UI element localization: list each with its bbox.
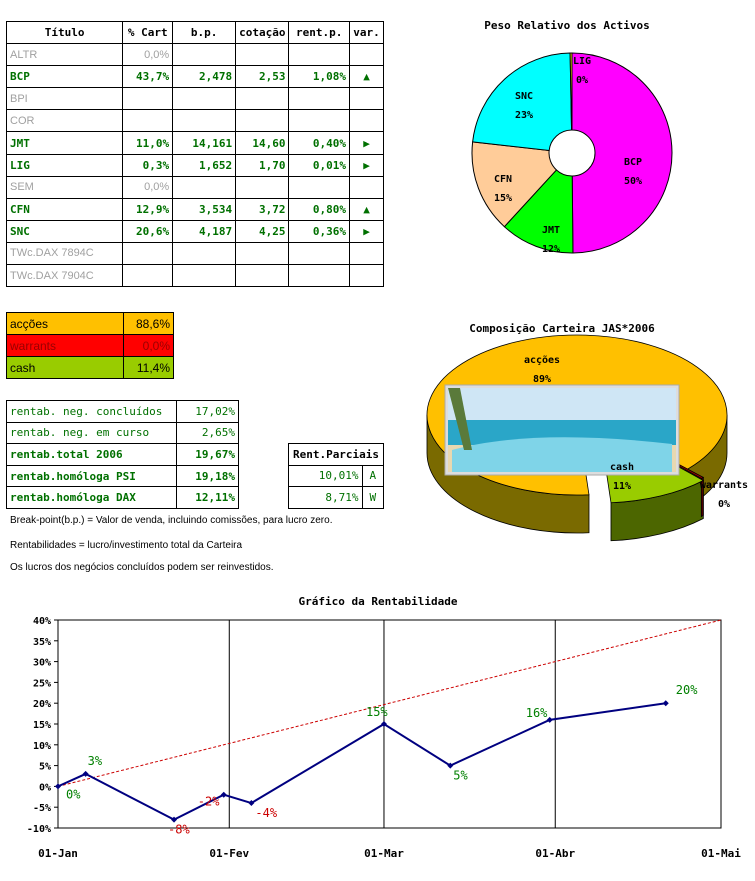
x-tick-label: 01-Abr: [535, 847, 576, 860]
data-label: 5%: [453, 768, 468, 783]
slice-pct: 12%: [541, 244, 561, 255]
allocation-table: [6, 312, 174, 379]
slice-pct: 0%: [717, 499, 731, 510]
rent-parciais-value: 10,01%: [289, 465, 363, 487]
asset-rent: [289, 242, 350, 264]
y-tick-label: 15%: [32, 720, 51, 731]
rentab-label: rentab.homóloga PSI: [7, 465, 177, 487]
asset-cotacao: 14,60: [236, 132, 289, 154]
asset-rent: [289, 110, 350, 132]
chart-title: Composição Carteira JAS*2006: [469, 322, 655, 335]
note-breakpoint: Break-point(b.p.) = Valor de venda, incluindo comissões, para lucro zero.: [10, 515, 333, 526]
rent-parciais-header: Rent.Parciais: [289, 444, 384, 466]
y-tick-label: 30%: [32, 657, 51, 669]
col-pct-cart: % Cart: [123, 22, 173, 44]
rentab-value: 17,02%: [177, 401, 239, 423]
asset-name: ALTR: [7, 44, 123, 66]
portfolio-row: [7, 66, 384, 88]
asset-cotacao: 1,70: [236, 154, 289, 176]
asset-name: BCP: [7, 66, 123, 88]
y-tick-label: 20%: [32, 699, 51, 711]
asset-var: [350, 44, 384, 66]
rent-parciais-code: A: [362, 465, 383, 487]
asset-bp: [173, 176, 236, 198]
col-bp: b.p.: [173, 22, 236, 44]
asset-cotacao: 3,72: [236, 198, 289, 220]
slice-label: warrants: [699, 480, 749, 491]
portfolio-row: [7, 132, 384, 154]
rentab-label: rentab.total 2006: [7, 444, 177, 466]
asset-name: SNC: [7, 220, 123, 242]
asset-rent: 0,36%: [289, 220, 350, 242]
portfolio-row: [7, 220, 384, 242]
data-label: -2%: [197, 794, 220, 809]
y-tick-label: 40%: [32, 616, 51, 627]
asset-rent: 0,40%: [289, 132, 350, 154]
asset-name: LIG: [7, 154, 123, 176]
data-label: -4%: [255, 806, 278, 821]
asset-pct: [123, 88, 173, 110]
beach-photo: [445, 385, 679, 475]
asset-pct: 0,3%: [123, 154, 173, 176]
slice-label: SNC: [514, 91, 534, 102]
portfolio-row: [7, 242, 384, 264]
rentab-label: rentab.homóloga DAX: [7, 487, 177, 509]
arrow-right-icon: ▶: [350, 220, 384, 242]
rent-parciais-value: 8,71%: [289, 487, 363, 509]
rentab-value: 2,65%: [177, 422, 239, 444]
y-tick-label: 5%: [38, 761, 51, 773]
x-tick-label: 01-Jan: [38, 847, 78, 860]
rentab-row: [7, 401, 239, 423]
slice-pct: 23%: [514, 110, 534, 121]
asset-cotacao: 4,25: [236, 220, 289, 242]
portfolio-row: [7, 110, 384, 132]
rentab-table: [6, 400, 239, 509]
arrow-right-icon: ▶: [350, 154, 384, 176]
asset-name: CFN: [7, 198, 123, 220]
col-var: var.: [350, 22, 384, 44]
data-label: 20%: [675, 683, 698, 698]
col-cotacao: cotação: [236, 22, 289, 44]
rentab-row: [7, 487, 239, 509]
portfolio-row: [7, 44, 384, 66]
asset-rent: [289, 176, 350, 198]
asset-name: COR: [7, 110, 123, 132]
asset-bp: 3,534: [173, 198, 236, 220]
asset-var: [350, 176, 384, 198]
asset-bp: [173, 44, 236, 66]
asset-pct: 0,0%: [123, 44, 173, 66]
slice-pct: 89%: [532, 374, 552, 385]
y-tick-label: 10%: [32, 740, 51, 752]
portfolio-table: [6, 21, 384, 287]
asset-cotacao: [236, 176, 289, 198]
allocation-label: acções: [7, 313, 124, 335]
portfolio-row: [7, 176, 384, 198]
allocation-label: cash: [7, 357, 124, 379]
slice-label: cash: [609, 462, 635, 473]
data-label: 3%: [87, 753, 103, 768]
rentabilidade-chart: [0, 585, 755, 881]
asset-pct: [123, 110, 173, 132]
asset-bp: [173, 110, 236, 132]
asset-var: [350, 110, 384, 132]
asset-bp: [173, 88, 236, 110]
slice-label: BCP: [623, 157, 643, 168]
data-label: -8%: [168, 822, 190, 837]
asset-var: [350, 242, 384, 264]
portfolio-row: [7, 198, 384, 220]
asset-pct: 20,6%: [123, 220, 173, 242]
asset-rent: 0,80%: [289, 198, 350, 220]
rent-parciais-row: [289, 487, 384, 509]
slice-label: JMT: [541, 225, 561, 236]
asset-cotacao: [236, 265, 289, 287]
asset-rent: [289, 88, 350, 110]
rentab-row: [7, 465, 239, 487]
asset-pct: [123, 242, 173, 264]
allocation-row: [7, 335, 174, 357]
note-lucros: Os lucros dos negócios concluídos podem ser reinvestidos.: [10, 562, 274, 573]
peso-relativo-chart: [440, 10, 740, 300]
asset-bp: 4,187: [173, 220, 236, 242]
allocation-label: warrants: [7, 335, 124, 357]
asset-pct: 43,7%: [123, 66, 173, 88]
y-tick-label: 35%: [32, 636, 51, 648]
asset-var: [350, 88, 384, 110]
arrow-right-icon: ▶: [350, 132, 384, 154]
asset-pct: [123, 265, 173, 287]
slice-pct: 15%: [493, 193, 513, 204]
asset-cotacao: [236, 242, 289, 264]
rentab-label: rentab. neg. concluídos: [7, 401, 177, 423]
asset-pct: 0,0%: [123, 176, 173, 198]
rent-parciais-table: [288, 443, 384, 509]
rentab-value: 19,18%: [177, 465, 239, 487]
asset-var: [350, 265, 384, 287]
portfolio-row: [7, 154, 384, 176]
allocation-row: [7, 313, 174, 335]
data-label: 0%: [66, 787, 81, 802]
arrow-up-icon: ▲: [350, 66, 384, 88]
asset-name: SEM: [7, 176, 123, 198]
rentab-label: rentab. neg. em curso: [7, 422, 177, 444]
allocation-value: 88,6%: [124, 313, 174, 335]
asset-rent: [289, 265, 350, 287]
asset-bp: 1,652: [173, 154, 236, 176]
slice-pct: 50%: [623, 176, 643, 187]
slice-pct: 0%: [575, 75, 589, 86]
asset-rent: [289, 44, 350, 66]
asset-rent: 1,08%: [289, 66, 350, 88]
chart-title: Gráfico da Rentabilidade: [298, 595, 458, 608]
arrow-up-icon: ▲: [350, 198, 384, 220]
y-tick-label: 0%: [38, 782, 51, 794]
allocation-value: 11,4%: [124, 357, 174, 379]
note-rentabilidades: Rentabilidades = lucro/investimento total da Carteira: [10, 540, 243, 551]
asset-bp: 14,161: [173, 132, 236, 154]
x-tick-label: 01-Fev: [209, 847, 250, 860]
rentab-row: [7, 422, 239, 444]
allocation-row: [7, 357, 174, 379]
slice-pct: 11%: [612, 481, 632, 492]
col-titulo: Título: [7, 22, 123, 44]
rentab-value: 19,67%: [177, 444, 239, 466]
slice-label: acções: [523, 355, 561, 366]
rent-parciais-code: W: [362, 487, 383, 509]
slice-label: CFN: [493, 174, 513, 185]
rentab-row: [7, 444, 239, 466]
asset-rent: 0,01%: [289, 154, 350, 176]
y-tick-label: -5%: [32, 803, 51, 815]
asset-cotacao: 2,53: [236, 66, 289, 88]
x-tick-label: 01-Mai: [701, 847, 741, 860]
asset-bp: [173, 242, 236, 264]
asset-cotacao: [236, 110, 289, 132]
data-label: 16%: [525, 705, 548, 720]
asset-name: JMT: [7, 132, 123, 154]
composicao-chart: [412, 310, 755, 560]
asset-name: TWc.DAX 7894C: [7, 242, 123, 264]
rent-parciais-row: [289, 465, 384, 487]
allocation-value: 0,0%: [124, 335, 174, 357]
asset-name: TWc.DAX 7904C: [7, 265, 123, 287]
portfolio-row: [7, 88, 384, 110]
asset-cotacao: [236, 44, 289, 66]
slice-label: LIG: [572, 56, 592, 67]
asset-bp: [173, 265, 236, 287]
asset-pct: 12,9%: [123, 198, 173, 220]
rentab-value: 12,11%: [177, 487, 239, 509]
asset-name: BPI: [7, 88, 123, 110]
asset-bp: 2,478: [173, 66, 236, 88]
y-tick-label: -10%: [26, 824, 51, 835]
chart-title: Peso Relativo dos Activos: [484, 19, 650, 32]
x-tick-label: 01-Mar: [364, 847, 404, 860]
data-label: 15%: [365, 705, 388, 719]
portfolio-row: [7, 265, 384, 287]
y-tick-label: 25%: [32, 678, 51, 690]
portfolio-header-row: [7, 22, 384, 44]
col-rent-p: rent.p.: [289, 22, 350, 44]
asset-pct: 11,0%: [123, 132, 173, 154]
asset-cotacao: [236, 88, 289, 110]
plot-area: [58, 620, 721, 828]
